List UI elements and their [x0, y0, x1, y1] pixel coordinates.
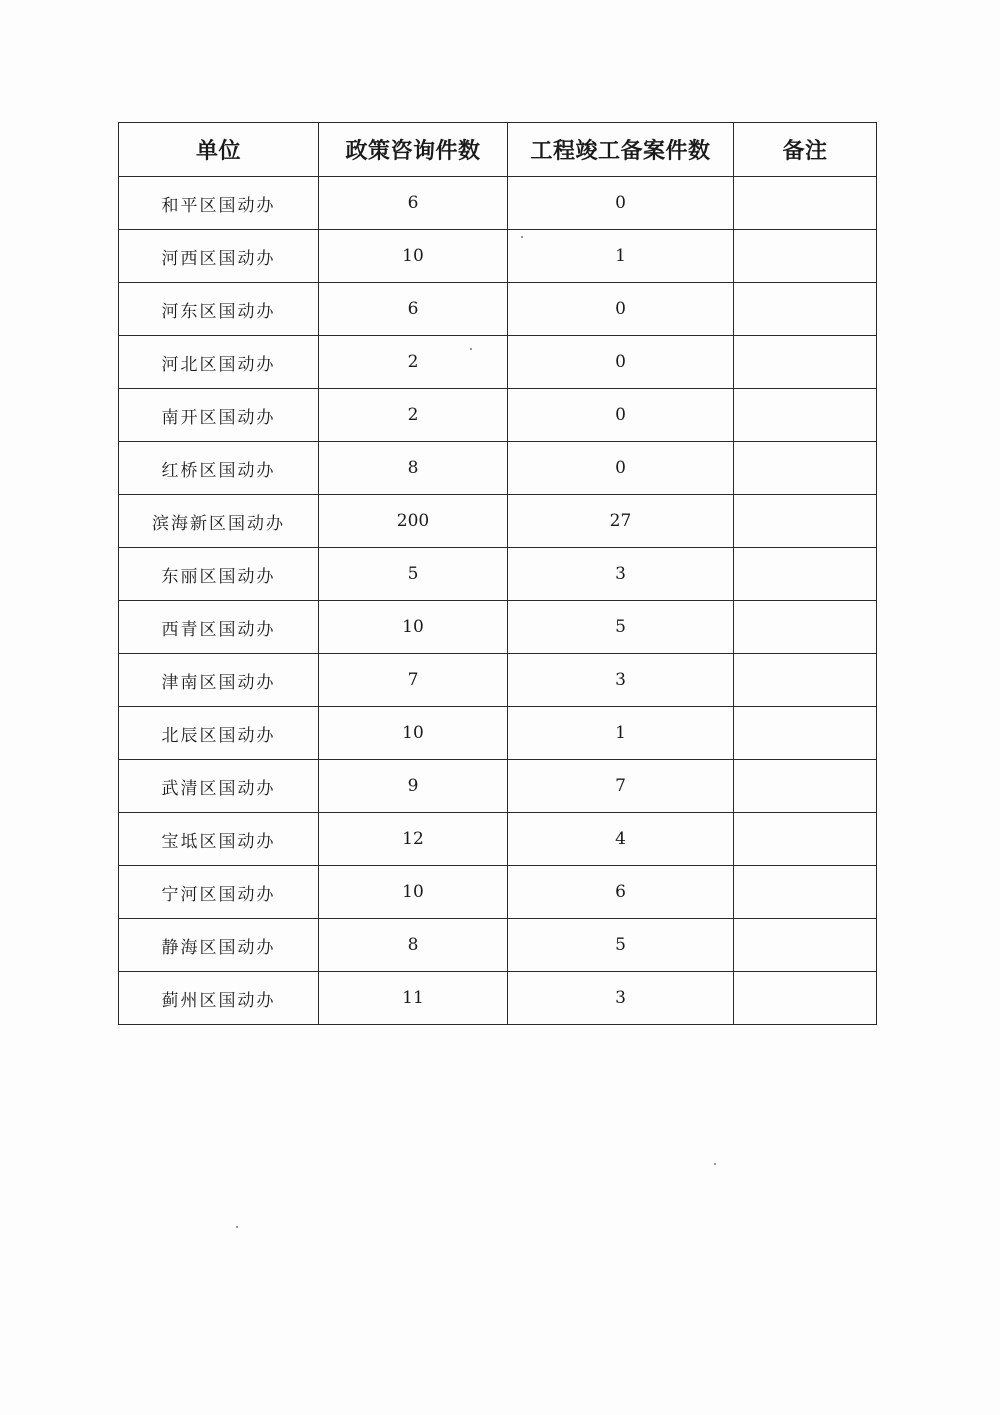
table-row: [119, 283, 877, 336]
policy-consultations-cell: 2: [319, 389, 508, 442]
header-policy-consultations: 政策咨询件数: [319, 123, 508, 177]
table-header: [119, 123, 877, 177]
policy-consultations-cell: 6: [319, 177, 508, 230]
table-row: [119, 230, 877, 283]
remarks-cell: [734, 601, 877, 654]
unit-cell: 河东区国动办: [119, 283, 319, 336]
table-row: [119, 919, 877, 972]
unit-cell: 津南区国动办: [119, 654, 319, 707]
table-row: [119, 707, 877, 760]
policy-consultations-cell: 9: [319, 760, 508, 813]
policy-consultations-cell: 200: [319, 495, 508, 548]
policy-consultations-cell: 10: [319, 707, 508, 760]
remarks-cell: [734, 866, 877, 919]
policy-consultations-cell: 8: [319, 919, 508, 972]
completion-filings-cell: 27: [508, 495, 734, 548]
policy-consultations-cell: 10: [319, 230, 508, 283]
unit-cell: 宝坻区国动办: [119, 813, 319, 866]
unit-cell: 河西区国动办: [119, 230, 319, 283]
policy-consultations-cell: 10: [319, 866, 508, 919]
completion-filings-cell: 3: [508, 654, 734, 707]
header-unit: 单位: [119, 123, 319, 177]
remarks-cell: [734, 389, 877, 442]
policy-consultations-cell: 2: [319, 336, 508, 389]
remarks-cell: [734, 495, 877, 548]
completion-filings-cell: 5: [508, 919, 734, 972]
statistics-table: [118, 122, 877, 1025]
table-row: [119, 177, 877, 230]
completion-filings-cell: 0: [508, 177, 734, 230]
completion-filings-cell: 4: [508, 813, 734, 866]
table-row: [119, 389, 877, 442]
table-row: [119, 336, 877, 389]
unit-cell: 红桥区国动办: [119, 442, 319, 495]
table-row: [119, 760, 877, 813]
completion-filings-cell: 0: [508, 389, 734, 442]
policy-consultations-cell: 7: [319, 654, 508, 707]
remarks-cell: [734, 972, 877, 1025]
remarks-cell: [734, 336, 877, 389]
completion-filings-cell: 0: [508, 442, 734, 495]
table-row: [119, 548, 877, 601]
header-remarks: 备注: [734, 123, 877, 177]
scan-speck: [714, 1163, 716, 1165]
table-row: [119, 495, 877, 548]
header-completion-filings: 工程竣工备案件数: [508, 123, 734, 177]
remarks-cell: [734, 707, 877, 760]
remarks-cell: [734, 177, 877, 230]
unit-cell: 西青区国动办: [119, 601, 319, 654]
scan-speck: [521, 236, 523, 238]
policy-consultations-cell: 8: [319, 442, 508, 495]
table-row: [119, 654, 877, 707]
remarks-cell: [734, 760, 877, 813]
unit-cell: 静海区国动办: [119, 919, 319, 972]
completion-filings-cell: 1: [508, 230, 734, 283]
remarks-cell: [734, 813, 877, 866]
completion-filings-cell: 6: [508, 866, 734, 919]
unit-cell: 蓟州区国动办: [119, 972, 319, 1025]
table-row: [119, 972, 877, 1025]
table-row: [119, 442, 877, 495]
table-row: [119, 866, 877, 919]
remarks-cell: [734, 654, 877, 707]
header-row: [119, 123, 877, 177]
completion-filings-cell: 7: [508, 760, 734, 813]
completion-filings-cell: 0: [508, 336, 734, 389]
completion-filings-cell: 1: [508, 707, 734, 760]
policy-consultations-cell: 5: [319, 548, 508, 601]
unit-cell: 和平区国动办: [119, 177, 319, 230]
remarks-cell: [734, 442, 877, 495]
unit-cell: 北辰区国动办: [119, 707, 319, 760]
completion-filings-cell: 3: [508, 548, 734, 601]
policy-consultations-cell: 10: [319, 601, 508, 654]
remarks-cell: [734, 919, 877, 972]
completion-filings-cell: 3: [508, 972, 734, 1025]
unit-cell: 南开区国动办: [119, 389, 319, 442]
remarks-cell: [734, 230, 877, 283]
table-body: [119, 177, 877, 1025]
unit-cell: 河北区国动办: [119, 336, 319, 389]
completion-filings-cell: 0: [508, 283, 734, 336]
policy-consultations-cell: 6: [319, 283, 508, 336]
remarks-cell: [734, 283, 877, 336]
unit-cell: 武清区国动办: [119, 760, 319, 813]
policy-consultations-cell: 11: [319, 972, 508, 1025]
scan-speck: [470, 348, 472, 350]
table-row: [119, 601, 877, 654]
policy-consultations-cell: 12: [319, 813, 508, 866]
completion-filings-cell: 5: [508, 601, 734, 654]
table-row: [119, 813, 877, 866]
scan-speck: [236, 1226, 238, 1228]
remarks-cell: [734, 548, 877, 601]
unit-cell: 宁河区国动办: [119, 866, 319, 919]
unit-cell: 滨海新区国动办: [119, 495, 319, 548]
unit-cell: 东丽区国动办: [119, 548, 319, 601]
